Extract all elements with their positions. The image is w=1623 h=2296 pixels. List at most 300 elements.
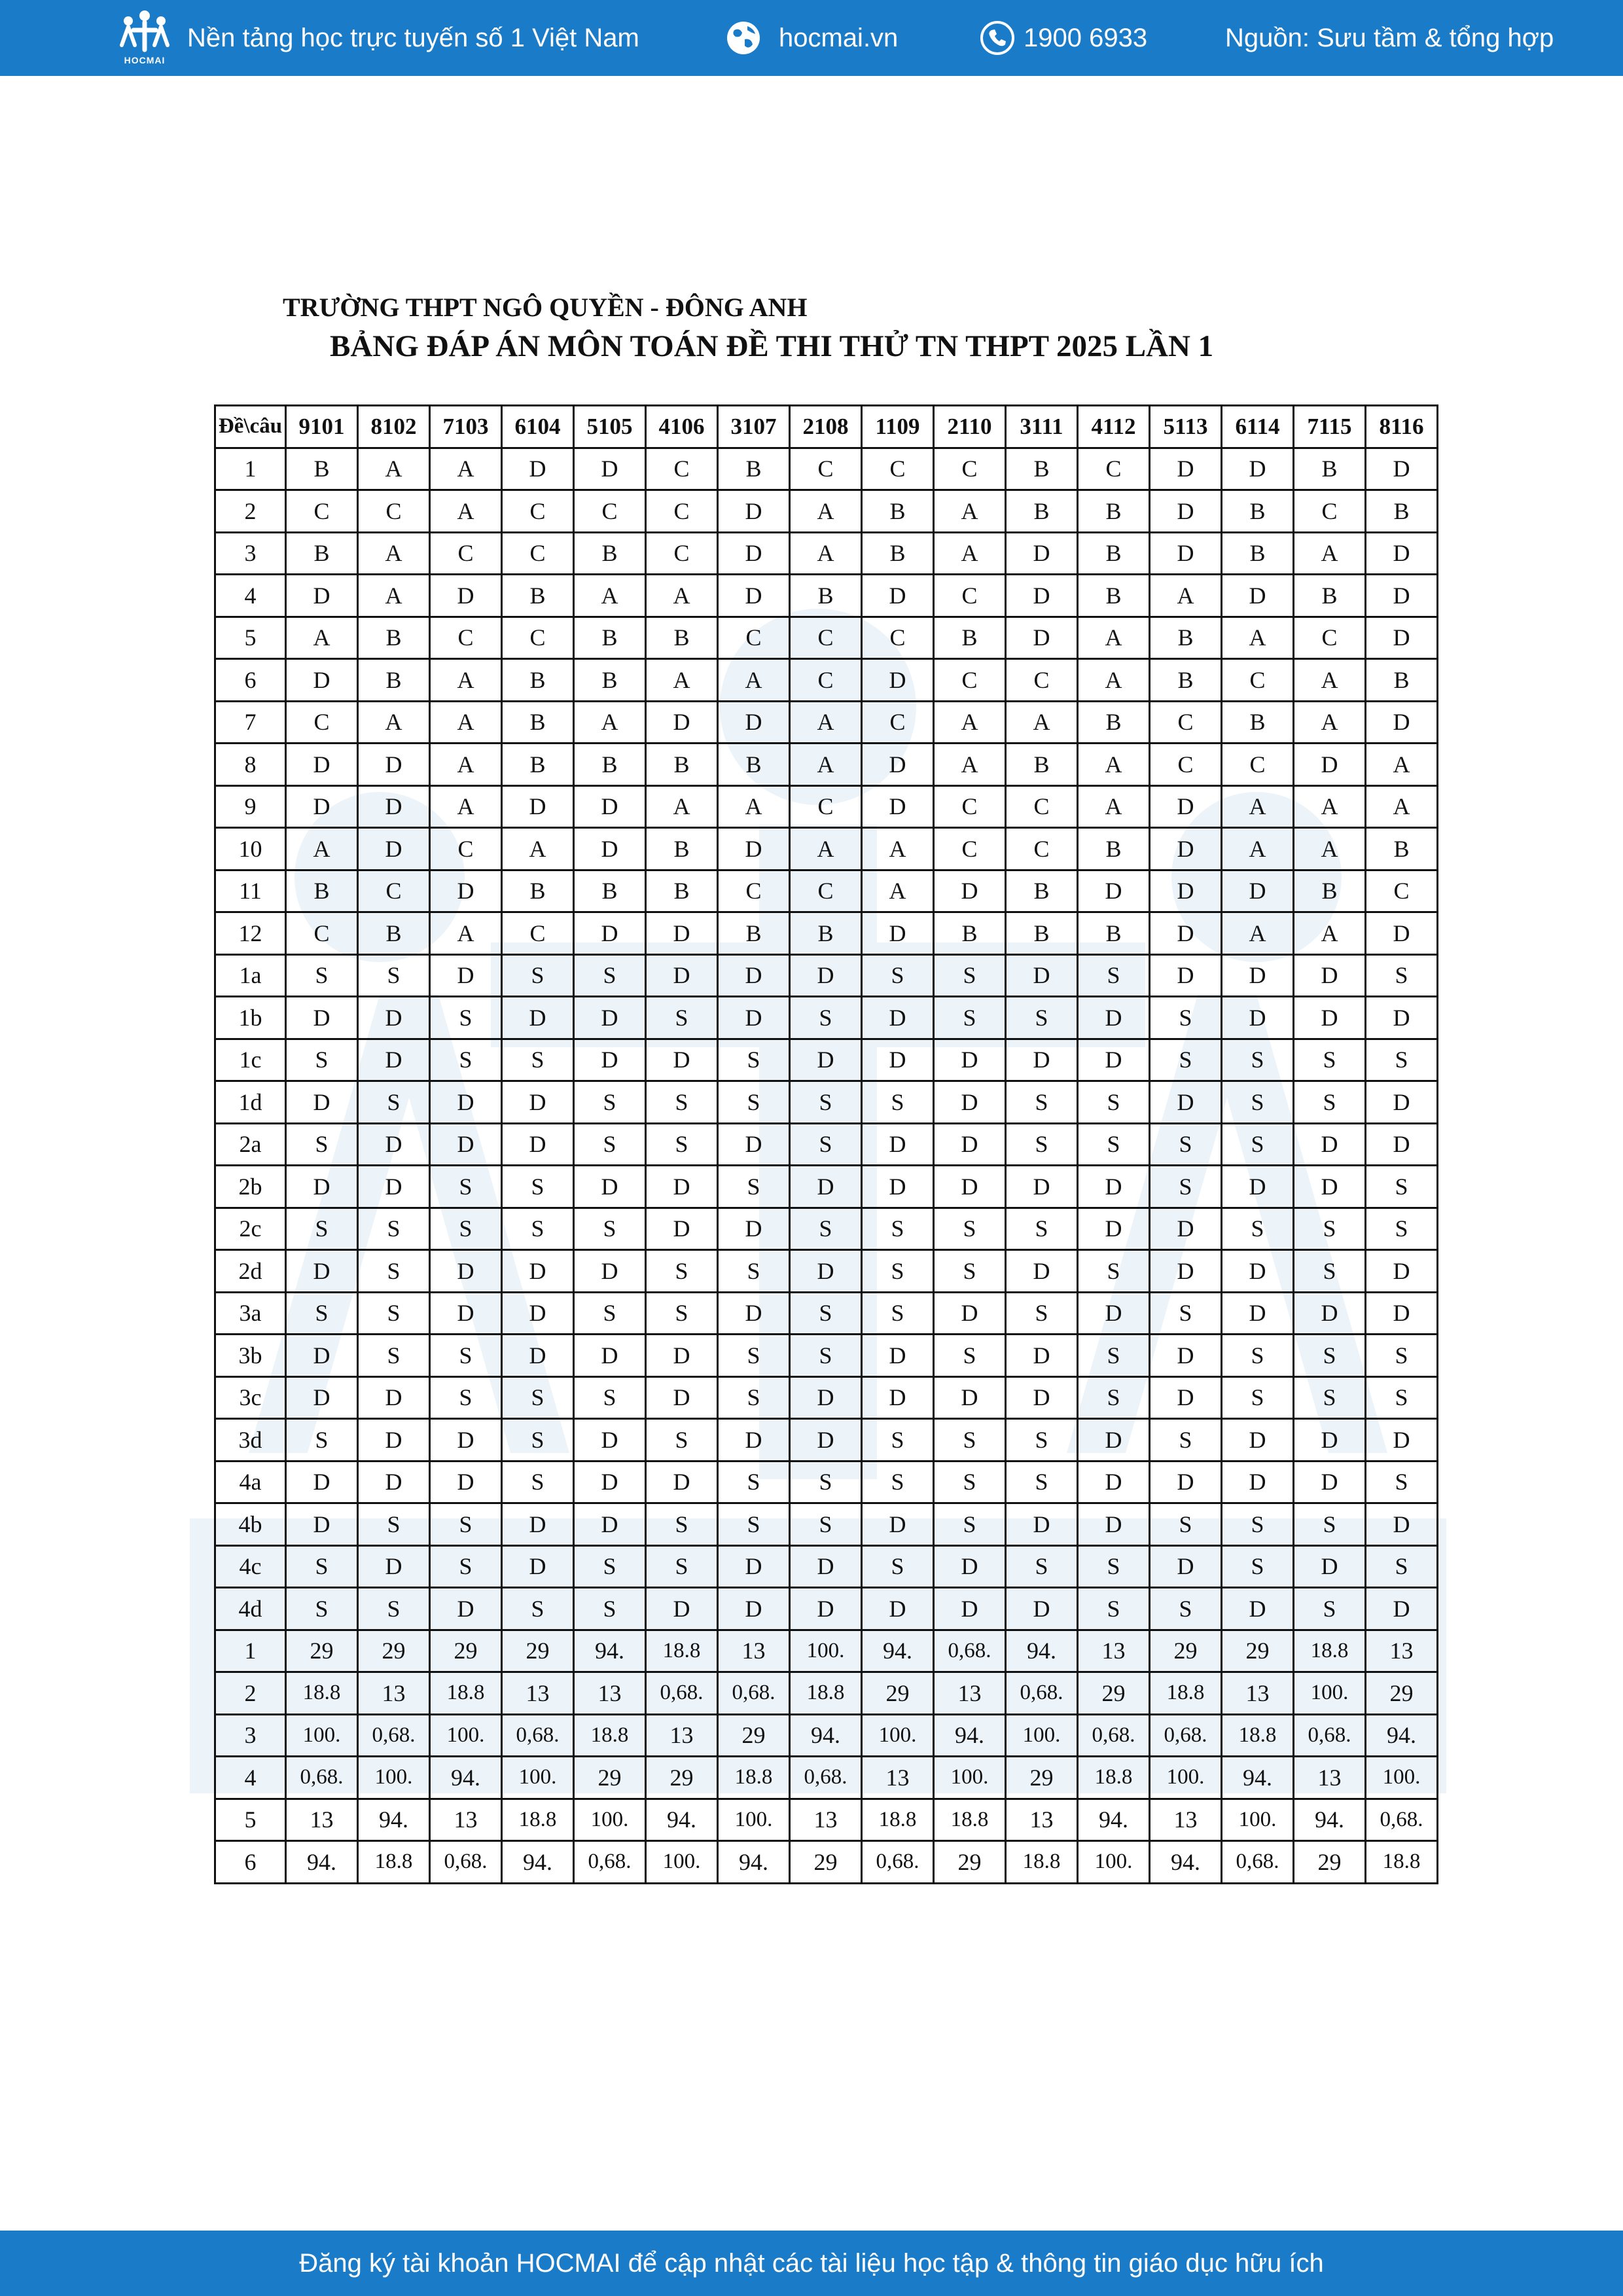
answer-cell: C [1294,490,1366,533]
answer-cell: B [286,448,358,490]
answer-cell: A [1006,701,1078,744]
question-label: 1 [215,1630,286,1672]
answer-cell: D [286,1376,358,1419]
answer-cell: 18.8 [1222,1714,1294,1757]
answer-cell: D [286,1250,358,1293]
footer-text: Đăng ký tài khoản HOCMAI để cập nhật các tài liệu học tập & thông tin giáo dục hữu ích [299,2248,1324,2278]
answer-cell: B [718,744,790,786]
answer-cell: D [1006,617,1078,659]
question-label: 2 [215,490,286,533]
answer-cell: A [1366,744,1438,786]
answer-cell: S [430,1503,502,1546]
answer-cell: B [574,870,646,912]
answer-cell: 13 [1366,1630,1438,1672]
answer-cell: 94. [1006,1630,1078,1672]
answer-cell: 18.8 [646,1630,718,1672]
question-label: 1c [215,1039,286,1081]
answer-cell: D [430,1123,502,1166]
answer-cell: C [718,870,790,912]
answer-cell: B [862,490,934,533]
answer-cell: S [1150,1503,1222,1546]
answer-cell: D [358,1376,430,1419]
answer-cell: D [718,701,790,744]
answer-cell: D [1006,1588,1078,1630]
answer-cell: S [358,954,430,997]
answer-cell: D [1078,1503,1150,1546]
answer-cell: D [286,659,358,702]
phone-text: 1900 6933 [1024,23,1148,52]
answer-cell: S [574,1292,646,1335]
answer-cell: 0,68. [1078,1714,1150,1757]
answer-cell: D [718,1123,790,1166]
answer-cell: 94. [1222,1757,1294,1799]
answer-cell: A [430,912,502,955]
answer-cell: S [502,1166,574,1208]
exam-code-header: 1109 [862,406,934,448]
answer-cell: 100. [502,1757,574,1799]
answer-cell: 0,68. [646,1672,718,1715]
answer-cell: B [502,575,574,617]
answer-cell: D [646,1039,718,1081]
answer-cell: S [430,1545,502,1588]
answer-cell: B [790,575,862,617]
answer-cell: C [430,532,502,575]
answer-cell: S [502,1588,574,1630]
exam-code-header: 4106 [646,406,718,448]
answer-cell: S [718,1335,790,1377]
answer-cell: D [358,1166,430,1208]
answer-cell: B [790,912,862,955]
answer-cell: A [790,744,862,786]
answer-cell: D [1366,532,1438,575]
document-title: BẢNG ĐÁP ÁN MÔN TOÁN ĐỀ THI THỬ TN THPT 2025 LẦN 1 [330,329,1214,363]
answer-cell: C [1006,659,1078,702]
answer-cell: S [1006,1461,1078,1503]
answer-cell: D [574,785,646,828]
answer-cell: 94. [1078,1799,1150,1841]
answer-cell: B [1006,490,1078,533]
table-header-row [215,406,1438,448]
answer-cell: D [574,1039,646,1081]
answer-cell: S [574,1545,646,1588]
answer-cell: S [1366,1335,1438,1377]
answer-cell: D [1006,575,1078,617]
answer-cell: B [502,659,574,702]
answer-cell: S [790,1123,862,1166]
answer-cell: S [1366,1461,1438,1503]
question-label: 5 [215,1799,286,1841]
answer-cell: S [1078,1335,1150,1377]
answer-cell: A [1078,785,1150,828]
answer-cell: S [430,1039,502,1081]
answer-cell: D [502,1292,574,1335]
answer-cell: 0,68. [286,1757,358,1799]
answer-cell: C [1366,870,1438,912]
answer-cell: A [1222,785,1294,828]
answer-cell: S [646,1545,718,1588]
answer-cell: S [286,1545,358,1588]
answer-cell: 18.8 [502,1799,574,1841]
answer-cell: 13 [1222,1672,1294,1715]
exam-code-header: 8116 [1366,406,1438,448]
answer-cell: D [1078,1292,1150,1335]
answer-cell: D [934,1123,1006,1166]
question-label: 7 [215,701,286,744]
answer-cell: B [1222,701,1294,744]
answer-cell: A [934,532,1006,575]
answer-cell: B [1150,659,1222,702]
answer-cell: D [574,1503,646,1546]
globe-icon [725,20,762,56]
answer-cell: S [574,1376,646,1419]
question-label: 4c [215,1545,286,1588]
answer-cell: D [646,912,718,955]
answer-cell: D [1078,1461,1150,1503]
answer-cell: D [1222,997,1294,1039]
table-row [215,997,1438,1039]
answer-cell: D [718,575,790,617]
answer-cell: S [1006,997,1078,1039]
answer-cell: 100. [574,1799,646,1841]
answer-cell: D [502,785,574,828]
answer-cell: D [934,1588,1006,1630]
answer-cell: B [1366,659,1438,702]
answer-cell: B [286,870,358,912]
answer-cell: C [646,448,718,490]
answer-cell: D [646,1588,718,1630]
answer-cell: S [934,1461,1006,1503]
answer-cell: D [718,1545,790,1588]
answer-cell: A [1078,659,1150,702]
answer-cell: S [718,1461,790,1503]
answer-cell: D [790,1039,862,1081]
answer-cell: C [1150,744,1222,786]
answer-cell: S [358,1292,430,1335]
school-name: TRƯỜNG THPT NGÔ QUYỀN - ĐÔNG ANH [283,293,808,322]
answer-cell: S [646,1123,718,1166]
answer-cell: D [1222,448,1294,490]
answer-cell: S [1222,1335,1294,1377]
answer-cell: S [646,1503,718,1546]
answer-cell: B [646,744,718,786]
answer-cell: D [502,1545,574,1588]
exam-code-header: 8102 [358,406,430,448]
answer-cell: D [574,1419,646,1462]
answer-cell: D [862,785,934,828]
answer-cell: C [1006,828,1078,870]
answer-cell: 94. [1294,1799,1366,1841]
answer-cell: D [1294,997,1366,1039]
answer-cell: S [718,1039,790,1081]
answer-cell: D [1222,1419,1294,1462]
table-row [215,1545,1438,1588]
answer-cell: S [718,1503,790,1546]
answer-cell: 0,68. [502,1714,574,1757]
answer-cell: S [1078,1081,1150,1124]
hocmai-logo-icon[interactable] [115,9,174,65]
answer-cell: D [790,954,862,997]
question-label: 3 [215,1714,286,1757]
answer-cell: S [862,1250,934,1293]
answer-cell: B [646,617,718,659]
answer-cell: S [1006,1419,1078,1462]
table-row [215,1841,1438,1884]
answer-cell: D [862,575,934,617]
answer-cell: A [1078,617,1150,659]
answer-cell: A [790,701,862,744]
answer-cell: A [358,448,430,490]
answer-cell: D [1222,1292,1294,1335]
answer-cell: C [502,912,574,955]
answer-cell: S [646,1419,718,1462]
answer-cell: D [790,1166,862,1208]
answer-cell: S [862,1208,934,1250]
answer-cell: D [286,1166,358,1208]
answer-cell: A [1294,785,1366,828]
answer-cell: B [502,870,574,912]
answer-cell: 100. [1078,1841,1150,1884]
website-link[interactable] [725,0,898,76]
answer-cell: 13 [574,1672,646,1715]
answer-cell: C [862,448,934,490]
question-label: 4b [215,1503,286,1546]
answer-cell: 18.8 [1006,1841,1078,1884]
answer-cell: D [718,954,790,997]
answer-cell: D [1294,1419,1366,1462]
answer-cell: S [1294,1208,1366,1250]
answer-cell: 94. [286,1841,358,1884]
table-row [215,870,1438,912]
answer-cell: S [934,1250,1006,1293]
answer-cell: S [790,997,862,1039]
logo-text: HOCMAI [124,55,166,65]
answer-cell: A [1078,744,1150,786]
answer-cell: D [1150,1545,1222,1588]
answer-cell: D [358,1419,430,1462]
question-label: 12 [215,912,286,955]
answer-cell: 94. [358,1799,430,1841]
answer-cell: D [358,1039,430,1081]
answer-cell: D [1294,1292,1366,1335]
answer-cell: 18.8 [934,1799,1006,1841]
answer-cell: D [358,997,430,1039]
answer-cell: 0,68. [718,1672,790,1715]
answer-cell: S [430,1335,502,1377]
answer-cell: B [1078,575,1150,617]
answer-cell: D [502,1081,574,1124]
answer-cell: D [286,1081,358,1124]
answer-cell: A [1150,575,1222,617]
answer-cell: C [646,532,718,575]
answer-cell: S [1222,1123,1294,1166]
answer-cell: S [1150,1123,1222,1166]
answer-cell: D [358,1123,430,1166]
answer-cell: A [358,575,430,617]
answer-cell: C [934,828,1006,870]
table-row [215,1799,1438,1841]
answer-cell: D [790,1588,862,1630]
answer-cell: 100. [1006,1714,1078,1757]
answer-cell: D [502,448,574,490]
answer-cell: S [502,1461,574,1503]
answer-cell: 29 [646,1757,718,1799]
table-row [215,1292,1438,1335]
answer-cell: A [790,532,862,575]
answer-cell: D [1294,1461,1366,1503]
answer-cell: B [358,912,430,955]
exam-code-header: 6114 [1222,406,1294,448]
answer-cell: D [862,1376,934,1419]
answer-cell: D [1222,1588,1294,1630]
answer-cell: D [1366,1503,1438,1546]
answer-cell: C [790,785,862,828]
answer-cell: S [862,1419,934,1462]
answer-cell: D [286,1335,358,1377]
answer-cell: A [718,659,790,702]
answer-cell: D [430,1081,502,1124]
answer-cell: A [574,701,646,744]
answer-cell: B [358,617,430,659]
answer-cell: 29 [358,1630,430,1672]
table-row [215,1461,1438,1503]
header-bar [0,0,1623,76]
answer-cell: C [430,617,502,659]
answer-cell: C [358,490,430,533]
exam-code-header: 2110 [934,406,1006,448]
answer-cell: C [934,659,1006,702]
exam-code-header: 3111 [1006,406,1078,448]
table-row [215,617,1438,659]
answer-cell: A [1294,659,1366,702]
answer-cell: S [358,1503,430,1546]
answer-cell: C [286,701,358,744]
question-label: 1 [215,448,286,490]
answer-cell: S [934,1419,1006,1462]
answer-cell: C [502,532,574,575]
source-text: Nguồn: Sưu tầm & tổng hợp [1225,23,1554,52]
table-row [215,532,1438,575]
phone-link[interactable] [979,0,1147,76]
answer-cell: D [1222,1250,1294,1293]
answer-cell: S [1078,1545,1150,1588]
answer-cell: S [646,1250,718,1293]
answer-cell: A [430,701,502,744]
question-label: 4a [215,1461,286,1503]
answer-cell: D [1366,1250,1438,1293]
table-row [215,1081,1438,1124]
answer-cell: D [574,1250,646,1293]
answer-cell: D [1150,448,1222,490]
answer-cell: 94. [862,1630,934,1672]
answer-cell: A [358,532,430,575]
answer-cell: S [286,1123,358,1166]
answer-cell: S [1078,1588,1150,1630]
answer-cell: 29 [502,1630,574,1672]
answer-cell: S [718,1250,790,1293]
answer-cell: D [934,1081,1006,1124]
answer-cell: D [1150,532,1222,575]
answer-cell: S [934,1503,1006,1546]
answer-cell: 29 [1366,1672,1438,1715]
answer-cell: S [1366,954,1438,997]
answer-cell: D [1150,954,1222,997]
table-row [215,1250,1438,1293]
answer-cell: D [502,997,574,1039]
answer-cell: C [790,448,862,490]
answer-cell: B [1006,744,1078,786]
answer-cell: D [358,1545,430,1588]
answer-cell: S [934,954,1006,997]
answer-cell: 18.8 [286,1672,358,1715]
answer-cell: D [1366,1588,1438,1630]
answer-cell: S [430,1166,502,1208]
answer-cell: S [1150,1039,1222,1081]
answer-cell: 100. [286,1714,358,1757]
answer-cell: B [502,701,574,744]
answer-cell: 100. [1294,1672,1366,1715]
answer-cell: D [1222,1166,1294,1208]
answer-cell: S [1294,1335,1366,1377]
answer-cell: C [1222,659,1294,702]
answer-cell: 18.8 [1078,1757,1150,1799]
answer-cell: 100. [1150,1757,1222,1799]
answer-cell: D [430,1419,502,1462]
answer-cell: D [718,490,790,533]
answer-cell: B [574,532,646,575]
answer-cell: 13 [1006,1799,1078,1841]
answer-cell: S [430,1208,502,1250]
answer-cell: S [1294,1081,1366,1124]
answer-cell: D [1150,1081,1222,1124]
answer-cell: S [862,1545,934,1588]
answer-cell: D [718,997,790,1039]
answer-cell: D [1366,1419,1438,1462]
question-label: 6 [215,1841,286,1884]
answer-cell: C [1222,744,1294,786]
answer-cell: S [790,1292,862,1335]
answer-cell: D [1294,1545,1366,1588]
answer-cell: D [862,1503,934,1546]
answer-cell: B [718,448,790,490]
answer-cell: D [1294,1123,1366,1166]
question-label: 1d [215,1081,286,1124]
answer-cell: A [286,617,358,659]
question-label: 2c [215,1208,286,1250]
question-label: 9 [215,785,286,828]
answer-cell: C [718,617,790,659]
answer-cell: S [574,1208,646,1250]
answer-cell: S [1222,1545,1294,1588]
answer-cell: 13 [646,1714,718,1757]
answer-cell: D [1150,870,1222,912]
answer-cell: D [646,1335,718,1377]
answer-cell: D [862,912,934,955]
answer-cell: S [1006,1208,1078,1250]
answer-cell: S [1150,1419,1222,1462]
answer-cell: S [1006,1123,1078,1166]
answer-cell: 0,68. [790,1757,862,1799]
answer-cell: S [1078,1250,1150,1293]
answer-cell: 13 [790,1799,862,1841]
answer-cell: 94. [790,1714,862,1757]
table-row [215,448,1438,490]
answer-cell: D [1294,954,1366,997]
question-label: 3c [215,1376,286,1419]
answer-cell: D [1366,617,1438,659]
answer-cell: D [1222,870,1294,912]
question-label: 2a [215,1123,286,1166]
question-label: 8 [215,744,286,786]
